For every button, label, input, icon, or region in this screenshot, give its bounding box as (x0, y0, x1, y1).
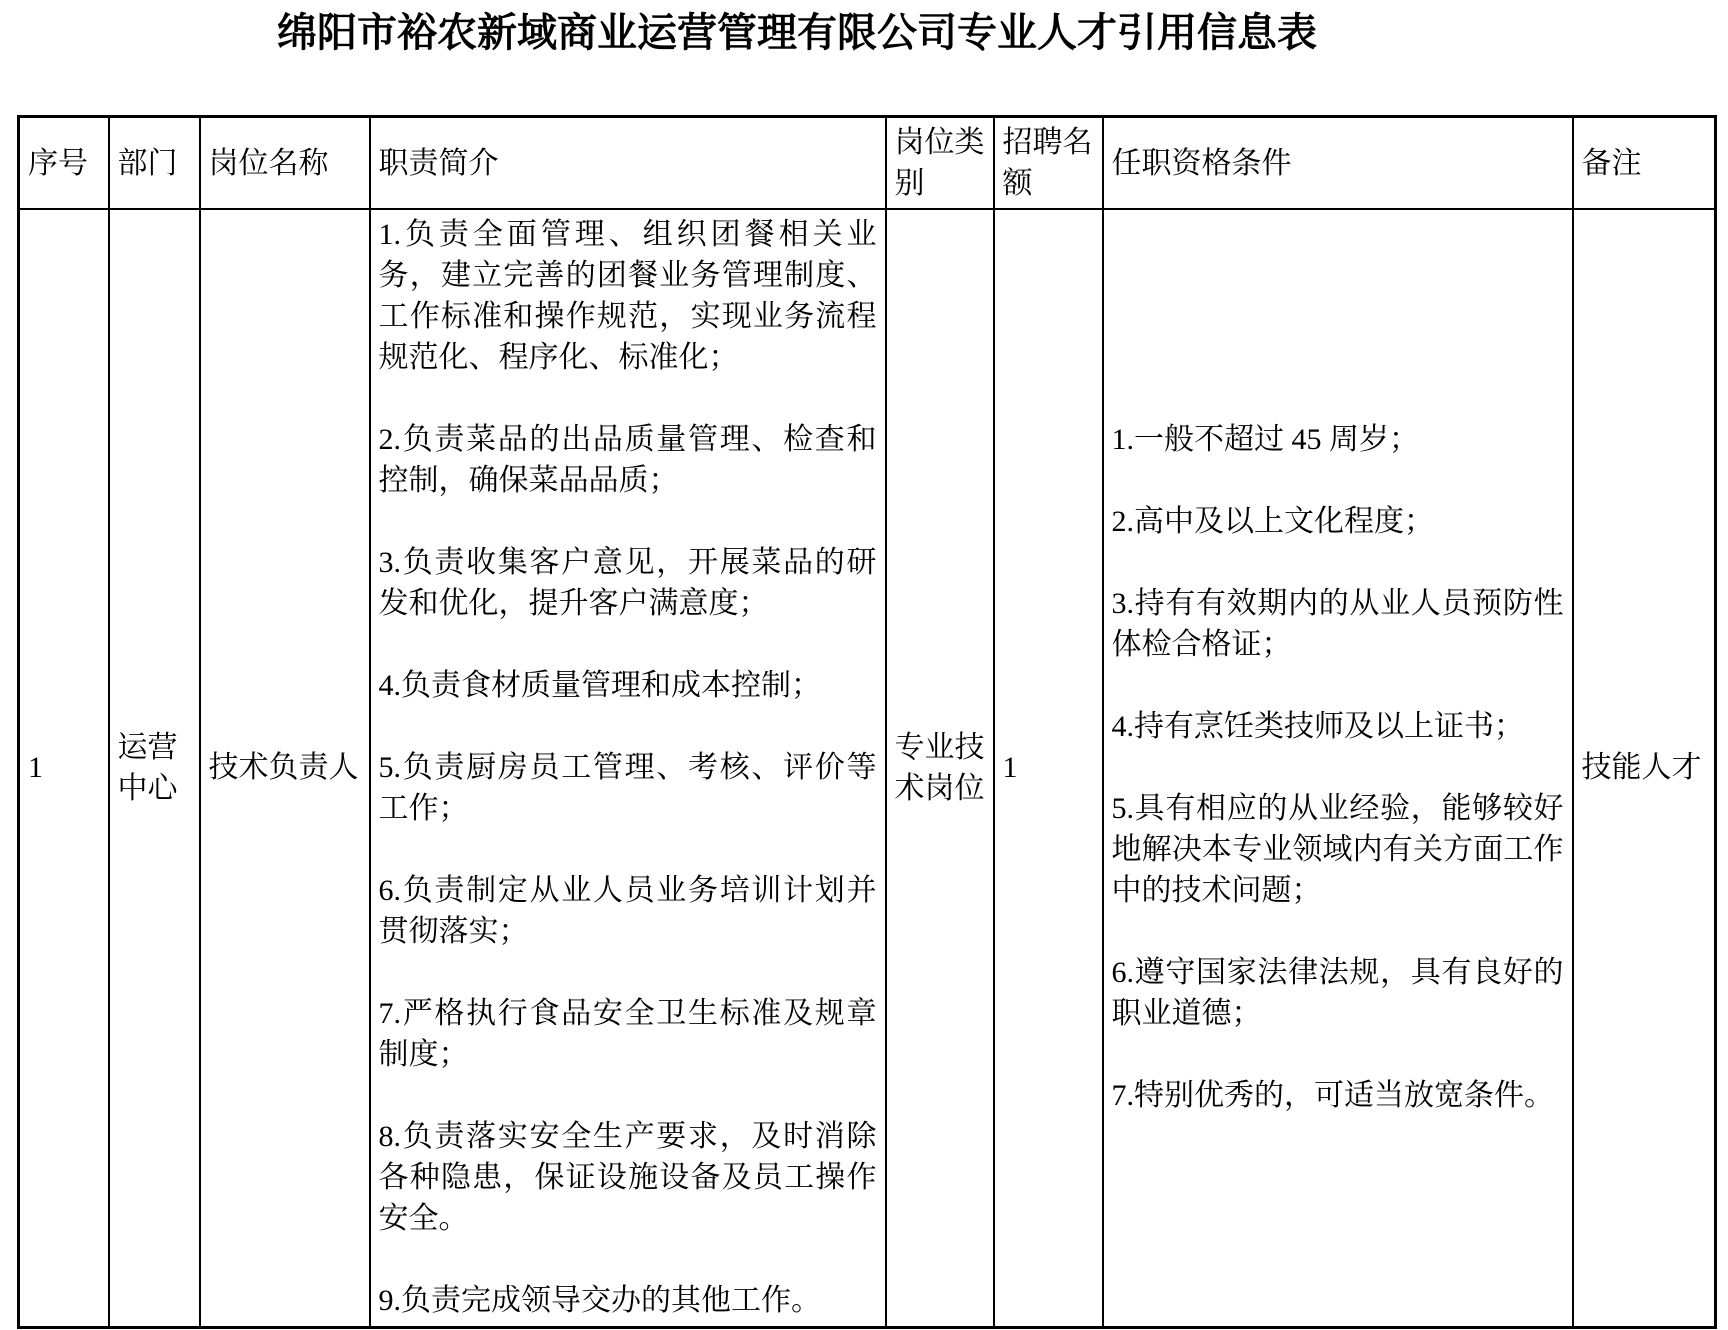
list-paragraph: 3.负责收集客户意见，开展菜品的研发和优化，提升客户满意度； (378, 546, 877, 621)
cell-department: 运营中心 (109, 209, 200, 1327)
list-paragraph: 1.负责全面管理、组织团餐相关业务，建立完善的团餐业务管理制度、工作标准和操作规范，实现业务流程规范化、程序化、标准化； (378, 218, 877, 375)
list-paragraph: 6.遵守国家法律法规，具有良好的职业道德； (1111, 956, 1564, 1031)
header-duty-intro: 职责简介 (370, 117, 886, 210)
header-department: 部门 (109, 117, 200, 210)
cell-position-name: 技术负责人 (200, 209, 370, 1327)
header-qualification: 任职资格条件 (1103, 117, 1573, 210)
list-paragraph: 9.负责完成领导交办的其他工作。 (378, 1284, 821, 1318)
cell-duties (370, 209, 886, 1327)
list-paragraph: 4.负责食材质量管理和成本控制； (378, 669, 821, 703)
list-paragraph: 5.负责厨房员工管理、考核、评价等工作； (378, 751, 877, 826)
list-paragraph: 7.特别优秀的，可适当放宽条件。 (1111, 1079, 1554, 1113)
header-position-category: 岗位类别 (886, 117, 994, 210)
document-title: 绵阳市裕农新域商业运营管理有限公司专业人才引用信息表 (277, 10, 1317, 55)
cell-recruit-quota: 1 (994, 209, 1103, 1327)
cell-position-category: 专业技术岗位 (886, 209, 994, 1327)
cell-remark: 技能人才 (1573, 209, 1716, 1327)
header-serial: 序号 (19, 117, 109, 210)
list-paragraph: 6.负责制定从业人员业务培训计划并贯彻落实； (378, 874, 877, 949)
list-paragraph: 8.负责落实安全生产要求，及时消除各种隐患，保证设施设备及员工操作安全。 (378, 1120, 877, 1236)
header-remark: 备注 (1573, 117, 1716, 210)
recruitment-info-table (17, 115, 1717, 1329)
list-paragraph: 2.高中及以上文化程度； (1111, 505, 1434, 539)
list-paragraph: 2.负责菜品的出品质量管理、检查和控制，确保菜品品质； (378, 423, 877, 498)
list-paragraph: 4.持有烹饪类技师及以上证书； (1111, 710, 1524, 744)
cell-serial: 1 (19, 209, 109, 1327)
header-recruit-quota: 招聘名额 (994, 117, 1103, 210)
list-paragraph: 7.严格执行食品安全卫生标准及规章制度； (378, 997, 877, 1072)
list-paragraph: 5.具有相应的从业经验，能够较好地解决本专业领域内有关方面工作中的技术问题； (1111, 792, 1564, 908)
cell-qualifications (1103, 209, 1573, 1327)
header-row (19, 117, 1716, 210)
header-position-name: 岗位名称 (200, 117, 370, 210)
list-paragraph: 3.持有有效期内的从业人员预防性体检合格证； (1111, 587, 1564, 662)
list-paragraph: 1.一般不超过 45 周岁； (1111, 423, 1419, 457)
table-row (19, 209, 1716, 1327)
